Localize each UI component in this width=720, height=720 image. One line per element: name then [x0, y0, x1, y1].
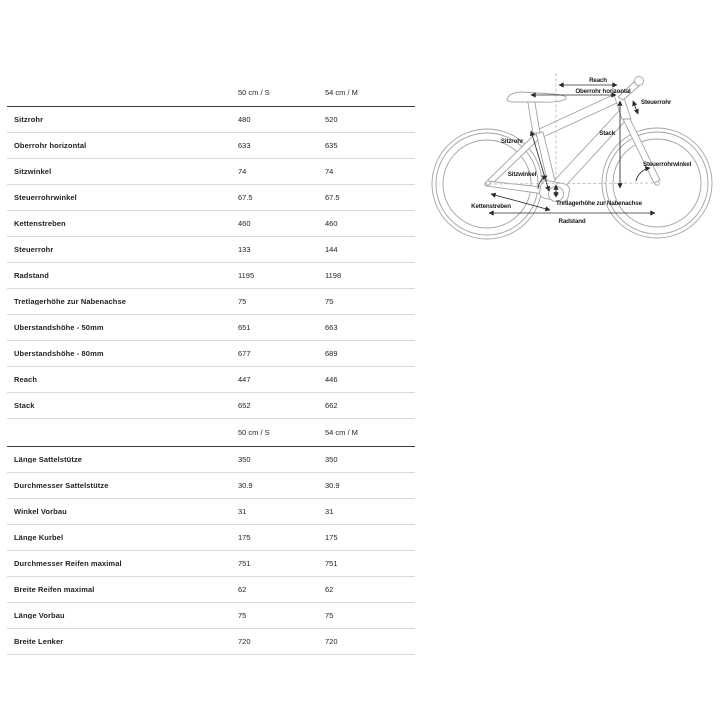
table-row — [7, 211, 415, 237]
row-label: Kettenstreben — [14, 219, 66, 228]
steuerrohr-label: Steuerrohr — [641, 99, 672, 106]
row-label: Breite Reifen maximal — [14, 585, 95, 594]
table-row — [7, 499, 415, 525]
column-header-size-s: 50 cm / S — [238, 428, 270, 437]
table-row — [7, 367, 415, 393]
table-row — [7, 315, 415, 341]
row-value-size-s: 75 — [238, 611, 247, 620]
table-row — [7, 341, 415, 367]
bike-geometry-diagram — [425, 48, 720, 260]
row-value-size-s: 651 — [238, 323, 251, 332]
row-label: Winkel Vorbau — [14, 507, 67, 516]
row-value-size-m: 62 — [325, 585, 334, 594]
row-label: Reach — [14, 375, 38, 384]
row-label: Länge Sattelstütze — [14, 455, 83, 464]
sitzwinkel-label: Sitzwinkel — [507, 171, 537, 178]
row-label: Radstand — [14, 271, 49, 280]
row-value-size-s: 175 — [238, 533, 251, 542]
row-value-size-m: 75 — [325, 611, 334, 620]
row-value-size-s: 133 — [238, 245, 251, 254]
row-value-size-m: 1198 — [325, 271, 342, 280]
row-value-size-m: 663 — [325, 323, 338, 332]
row-label: Länge Vorbau — [14, 611, 65, 620]
row-value-size-s: 75 — [238, 297, 247, 306]
table-row — [7, 393, 415, 419]
stack-label: Stack — [599, 130, 615, 137]
row-value-size-s: 30.9 — [238, 481, 253, 490]
table-row — [7, 133, 415, 159]
row-value-size-s: 62 — [238, 585, 247, 594]
table-row — [7, 237, 415, 263]
radstand-label: Radstand — [558, 218, 586, 225]
row-value-size-s: 31 — [238, 507, 247, 516]
row-value-size-s: 633 — [238, 141, 251, 150]
row-label: Steuerrohr — [14, 245, 54, 254]
row-value-size-s: 67.5 — [238, 193, 253, 202]
table-row — [7, 577, 415, 603]
table-row — [7, 159, 415, 185]
row-label: Stack — [14, 401, 35, 410]
row-label: Sitzwinkel — [14, 167, 52, 176]
tretlagerhoehe-label: Tretlagerhöhe zur Nabenachse — [556, 200, 642, 207]
row-value-size-s: 460 — [238, 219, 251, 228]
row-value-size-m: 75 — [325, 297, 334, 306]
front-wheel-drawing — [602, 128, 712, 238]
row-value-size-m: 67.5 — [325, 193, 340, 202]
row-value-size-m: 751 — [325, 559, 338, 568]
row-value-size-m: 144 — [325, 245, 338, 254]
row-value-size-m: 460 — [325, 219, 338, 228]
row-label: Durchmesser Reifen maximal — [14, 559, 122, 568]
row-value-size-m: 446 — [325, 375, 338, 384]
row-value-size-m: 520 — [325, 115, 338, 124]
row-value-size-m: 175 — [325, 533, 338, 542]
column-header-size-s: 50 cm / S — [238, 88, 270, 97]
row-value-size-s: 350 — [238, 455, 251, 464]
row-value-size-s: 480 — [238, 115, 251, 124]
row-label: Sitzrohr — [14, 115, 44, 124]
rear-dropout-drawing — [486, 181, 490, 185]
row-value-size-s: 751 — [238, 559, 251, 568]
row-label: Länge Kurbel — [14, 533, 64, 542]
row-value-size-m: 74 — [325, 167, 334, 176]
table-row — [7, 447, 415, 473]
sitzrohr-label: Sitzrohr — [500, 138, 524, 145]
row-value-size-s: 677 — [238, 349, 251, 358]
table-row — [7, 263, 415, 289]
row-label: Tretlagerhöhe zur Nabenachse — [14, 297, 127, 306]
oberrohr-label: Oberrohr horizontal — [575, 88, 631, 95]
row-label: Überstandshöhe - 80mm — [14, 349, 104, 358]
row-value-size-m: 689 — [325, 349, 338, 358]
row-value-size-m: 350 — [325, 455, 338, 464]
table-row — [7, 107, 415, 133]
row-value-size-m: 635 — [325, 141, 338, 150]
column-header-size-m: 54 cm / M — [325, 88, 358, 97]
handlebar-grip-drawing — [635, 77, 644, 86]
row-value-size-m: 30.9 — [325, 481, 340, 490]
table-row — [7, 629, 415, 655]
row-value-size-s: 652 — [238, 401, 251, 410]
table-header-components — [7, 419, 415, 447]
table-row — [7, 289, 415, 315]
geometry-table — [7, 79, 415, 655]
row-value-size-m: 662 — [325, 401, 338, 410]
column-header-size-m: 54 cm / M — [325, 428, 358, 437]
steuerrohrwinkel-label: Steuerrohrwinkel — [643, 161, 692, 168]
row-value-size-s: 720 — [238, 637, 251, 646]
row-value-size-m: 720 — [325, 637, 338, 646]
table-body-components — [7, 447, 415, 655]
row-label: Oberrohr horizontal — [14, 141, 87, 150]
table-row — [7, 551, 415, 577]
steuerrohr-arrow — [633, 101, 638, 114]
saddle-drawing — [507, 92, 566, 102]
table-header-geometry — [7, 79, 415, 107]
row-value-size-m: 31 — [325, 507, 334, 516]
row-value-size-s: 74 — [238, 167, 247, 176]
table-row — [7, 603, 415, 629]
table-body-geometry — [7, 107, 415, 419]
row-label: Steuerrohrwinkel — [14, 193, 77, 202]
row-label: Breite Lenker — [14, 637, 64, 646]
reach-label: Reach — [589, 77, 607, 84]
table-row — [7, 185, 415, 211]
table-row — [7, 473, 415, 499]
table-row — [7, 525, 415, 551]
row-value-size-s: 1195 — [238, 271, 255, 280]
row-label: Überstandshöhe - 50mm — [14, 323, 104, 332]
row-value-size-s: 447 — [238, 375, 251, 384]
row-label: Durchmesser Sattelstütze — [14, 481, 109, 490]
kettenstreben-label: Kettenstreben — [471, 203, 511, 210]
